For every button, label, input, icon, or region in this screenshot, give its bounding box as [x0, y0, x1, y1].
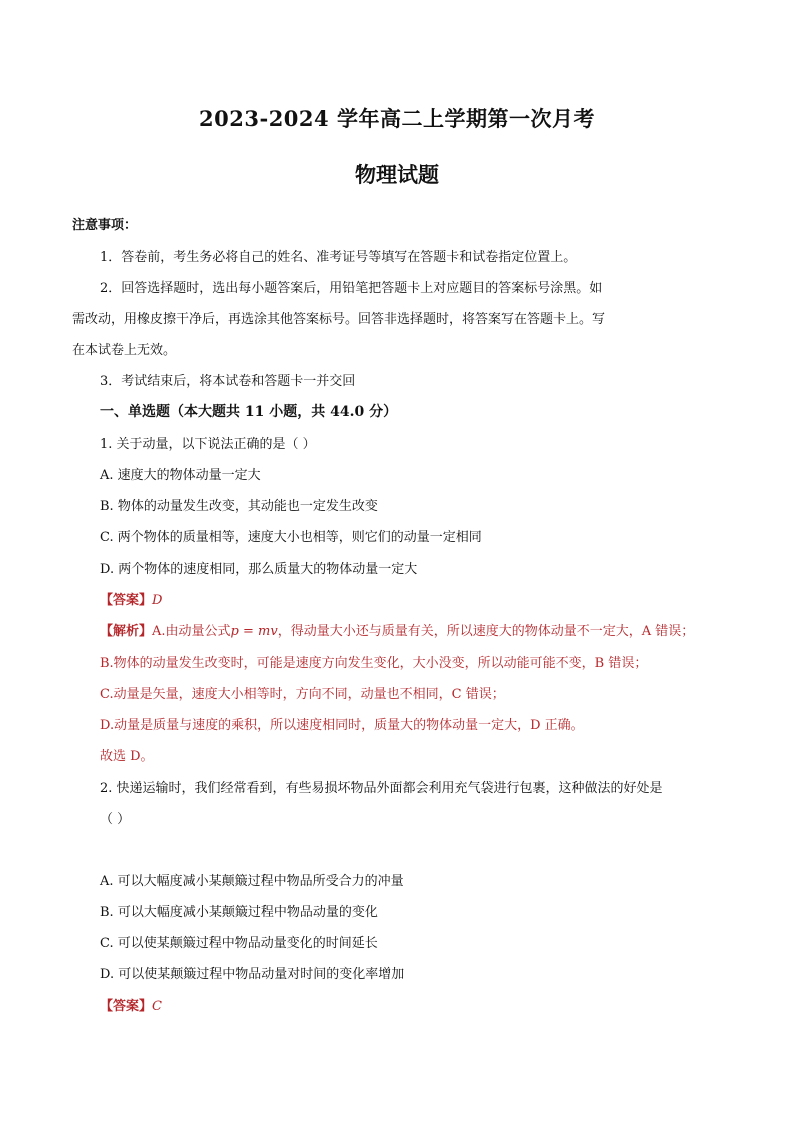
question-2-option-c: C. 可以使某颠簸过程中物品动量变化的时间延长 [100, 936, 378, 951]
notice-item-1: 1．答卷前，考生务必将自己的姓名、准考证号等填写在答题卡和试卷指定位置上。 [100, 250, 577, 265]
answer-value: C [152, 999, 162, 1014]
momentum-formula: p = mv [230, 624, 278, 639]
notice-item-2-line-1: 2．回答选择题时，选出每小题答案后，用铅笔把答题卡上对应题目的答案标号涂黑。如 [100, 281, 603, 296]
answer-value: D [152, 593, 163, 608]
question-1-stem: 1. 关于动量，以下说法正确的是（ ） [100, 437, 316, 452]
analysis-label: 【解析】 [100, 624, 153, 639]
analysis-a-text-rest: ，得动量大小还与质量有关，所以速度大的物体动量不一定大，A 错误； [277, 624, 695, 639]
question-2-option-d: D. 可以使某颠簸过程中物品动量对时间的变化率增加 [100, 967, 405, 982]
question-1-option-d: D. 两个物体的速度相同，那么质量大的物体动量一定大 [100, 562, 418, 577]
answer-label: 【答案】 [100, 593, 153, 608]
page-title: 2023-2024 学年高二上学期第一次月考 [199, 106, 595, 131]
question-2-option-b: B. 可以大幅度减小某颠簸过程中物品动量的变化 [100, 905, 378, 920]
notice-heading: 注意事项： [72, 218, 138, 233]
question-1-conclusion: 故选 D。 [100, 749, 154, 764]
question-1-analysis-a [100, 624, 694, 640]
question-1-answer [100, 593, 162, 609]
question-1-analysis-b: B.物体的动量发生改变时，可能是速度方向发生变化，大小没变，所以动能可能不变，B 错误； [100, 656, 648, 671]
page-subtitle: 物理试题 [355, 162, 439, 187]
question-1-option-c: C. 两个物体的质量相等，速度大小也相等，则它们的动量一定相同 [100, 530, 482, 545]
notice-item-2-line-2: 需改动，用橡皮擦干净后，再选涂其他答案标号。回答非选择题时，将答案写在答题卡上。写 [72, 312, 606, 327]
analysis-a-text: A.由动量公式 [152, 624, 231, 639]
question-2-answer [100, 999, 162, 1015]
question-2-stem-line-1: 2. 快递运输时，我们经常看到，有些易损坏物品外面都会利用充气袋进行包裹，这种做法的好处是 [100, 781, 663, 796]
question-1-option-a: A. 速度大的物体动量一定大 [100, 468, 261, 483]
notice-item-3: 3．考试结束后，将本试卷和答题卡一并交回 [100, 374, 356, 389]
question-1-analysis-d: D.动量是质量与速度的乘积，所以速度相同时，质量大的物体动量一定大，D 正确。 [100, 718, 584, 733]
question-2-stem-line-2: （ ） [100, 812, 131, 827]
section-heading: 一、单选题（本大题共 11 小题，共 44.0 分） [100, 404, 398, 420]
question-2-option-a: A. 可以大幅度减小某颠簸过程中物品所受合力的冲量 [100, 874, 404, 889]
question-1-analysis-c: C.动量是矢量，速度大小相等时，方向不同，动量也不相同，C 错误； [100, 687, 505, 702]
notice-item-2-line-3: 在本试卷上无效。 [72, 343, 177, 358]
question-1-option-b: B. 物体的动量发生改变，其动能也一定发生改变 [100, 499, 378, 514]
answer-label: 【答案】 [100, 999, 153, 1014]
